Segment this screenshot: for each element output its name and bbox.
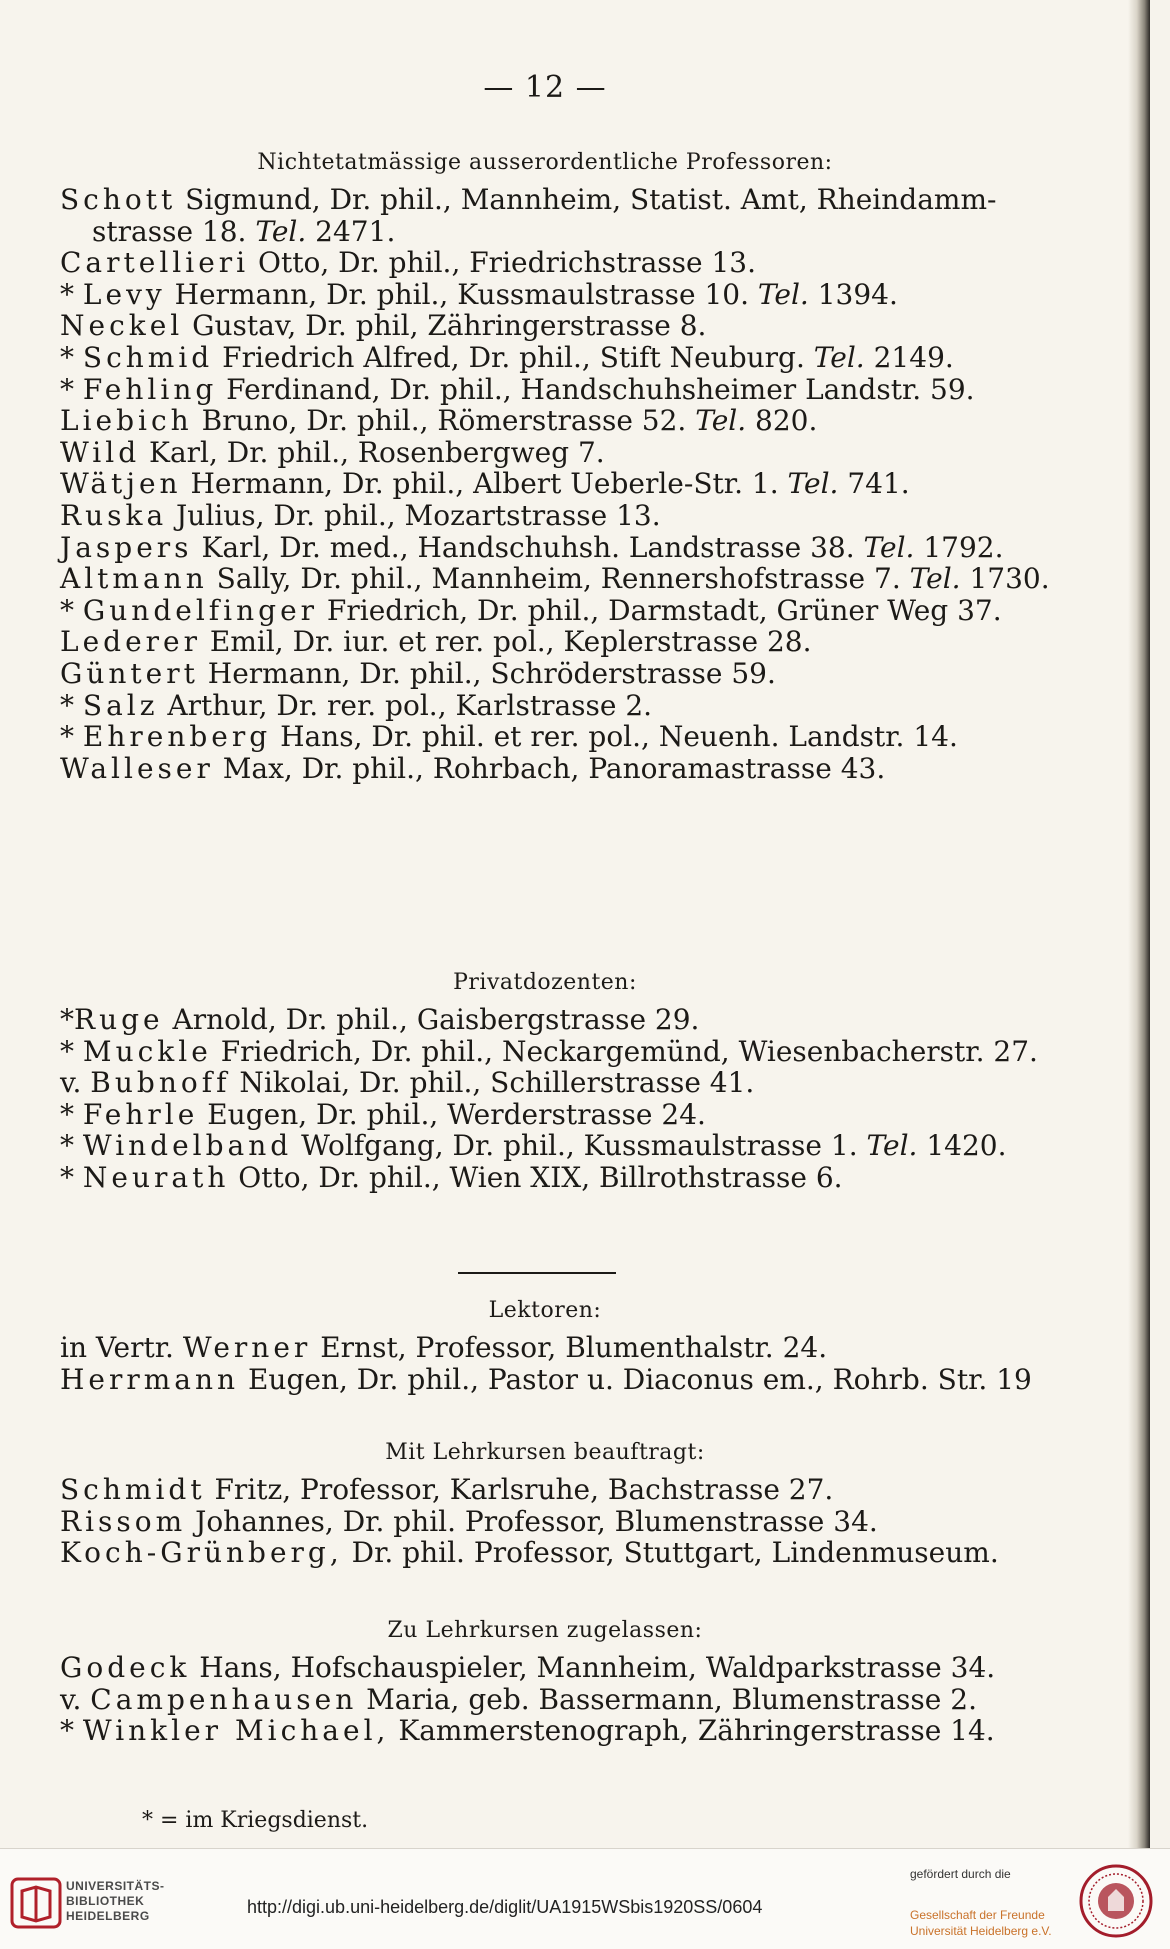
entry-tel-number: 1792. [914, 530, 1004, 564]
entry-name: Altmann [60, 562, 208, 596]
list-item [60, 624, 1050, 660]
entry-prefix: * [60, 1129, 83, 1163]
entry-prefix: * [60, 720, 83, 754]
entry-details: Karl, Dr. phil., Rosenbergweg 7. [140, 435, 605, 469]
entry-tel-number: 1730. [960, 562, 1050, 596]
entry-name: Wild [60, 435, 141, 469]
list-item [60, 498, 1050, 534]
footnote: * = im Kriegsdienst. [142, 1808, 369, 1833]
entry-details: Emil, Dr. iur. et rer. pol., Keplerstrasse 28. [201, 625, 812, 659]
entry-name: Schmid [82, 341, 214, 374]
list-item [60, 308, 1050, 344]
entry-details: Friedrich, Dr. phil., Darmstadt, Grüner Weg 37. [318, 593, 1002, 627]
entry-name: Koch-Grünberg, [60, 1536, 343, 1570]
entry-name: Godeck [60, 1651, 191, 1684]
list-item [60, 1160, 1050, 1196]
list-item [60, 435, 1050, 471]
permalink-url[interactable]: http://digi.ub.uni-heidelberg.de/diglit/UA1915WSbis1920SS/0604 [247, 1897, 763, 1917]
entry-tel-number: 1420. [917, 1129, 1007, 1163]
entry-name: Fehling [82, 372, 218, 406]
entry-prefix: * [60, 688, 83, 722]
entry-details: Eugen, Dr. phil., Pastor u. Diaconus em., Rohrb. Str. 19 [239, 1362, 1032, 1396]
entry-name: Ruge [74, 1003, 164, 1036]
entry-details: Wolfgang, Dr. phil., Kussmaulstrasse 1. [292, 1129, 867, 1163]
entry-tel-number: 2149. [864, 341, 954, 374]
entry-name: Fehrle [82, 1097, 199, 1131]
list-item [60, 1504, 1050, 1540]
library-name-line: UNIVERSITÄTS- [66, 1879, 165, 1893]
entry-name: Liebich [60, 404, 193, 438]
entry-tel-label: Tel. [813, 341, 865, 374]
list-item [60, 1682, 1050, 1718]
list-item [60, 1034, 1050, 1070]
entry-name: Winkler Michael, [82, 1714, 390, 1748]
entry-name: Cartellieri [60, 246, 250, 280]
entry-name: Neckel [60, 309, 184, 343]
sponsor-label: gefördert durch die [910, 1867, 1011, 1881]
entry-details: Hermann, Dr. phil., Albert Ueberle-Str. 1. [181, 467, 788, 501]
entry-name: Rissom [60, 1504, 187, 1538]
entry-tel-number: 820. [746, 404, 818, 438]
entry-details: Hans, Hofschauspieler, Mannheim, Waldparkstrasse 34. [190, 1651, 996, 1684]
entry-details: Max, Dr. phil., Rohrbach, Panoramastrasse 43. [213, 751, 886, 785]
list-item [60, 340, 1050, 376]
entry-tel-number: 741. [838, 467, 910, 501]
list-item [60, 656, 1050, 692]
university-library-logo-icon[interactable] [10, 1877, 62, 1929]
list-item [60, 1128, 1050, 1164]
university-seal-icon [1078, 1863, 1154, 1939]
list-item [60, 1535, 1050, 1571]
list-item [60, 561, 1050, 597]
section-divider [458, 1272, 616, 1274]
entry-details: Kammerstenograph, Zähringerstrasse 14. [389, 1714, 995, 1748]
entry-prefix: * [60, 277, 83, 311]
entry-tel-label: Tel. [863, 530, 915, 564]
entry-details: Julius, Dr. phil., Mozartstrasse 13. [167, 499, 661, 532]
entry-prefix: * [60, 1714, 83, 1748]
entry-details: Maria, geb. Bassermann, Blumenstrasse 2. [357, 1682, 977, 1716]
list-item [92, 214, 1082, 250]
entry-name: Salz [82, 688, 159, 722]
library-name [66, 1879, 165, 1924]
page-edge-shadow [1128, 0, 1150, 1848]
entry-prefix: * [60, 1097, 83, 1131]
list-item [60, 466, 1050, 502]
entry-tel-label: Tel. [255, 214, 307, 248]
list-item [60, 1472, 1050, 1508]
entry-tel-label: Tel. [787, 467, 839, 501]
list-item [60, 530, 1050, 566]
entry-name: Bubnoff [90, 1066, 231, 1100]
entry-name: Ruska [60, 499, 168, 532]
entry-details: Bruno, Dr. phil., Römerstrasse 52. [192, 404, 696, 438]
entry-name: Schmidt [60, 1473, 206, 1506]
entry-prefix: * [60, 1003, 74, 1036]
entry-name: Windelband [82, 1129, 293, 1163]
heading-privatdozenten: Privatdozenten: [453, 970, 637, 995]
entry-prefix: * [60, 1161, 83, 1194]
entry-tel-number: 2471. [306, 214, 396, 248]
entry-details: Fritz, Professor, Karlsruhe, Bachstrasse 27. [205, 1473, 834, 1506]
entry-name: Muckle [82, 1034, 212, 1068]
entry-details: Arnold, Dr. phil., Gaisbergstrasse 29. [163, 1003, 700, 1036]
entry-details: Sigmund, Dr. phil., Mannheim, Statist. Amt, Rheindamm- [176, 183, 997, 216]
entry-name: Jaspers [60, 530, 193, 564]
page-number: — 12 — [483, 70, 607, 105]
list-item [60, 1065, 1050, 1101]
heading-zugelassen: Zu Lehrkursen zugelassen: [387, 1618, 703, 1643]
list-item [60, 1362, 1050, 1398]
entry-name: Lederer [60, 625, 201, 659]
list-item [60, 593, 1050, 629]
entry-details: Arthur, Dr. rer. pol., Karlstrasse 2. [158, 688, 653, 722]
entry-text: strasse 18. [92, 214, 256, 248]
entry-prefix: in Vertr. [60, 1331, 183, 1364]
entry-tel-number: 1394. [808, 277, 898, 311]
entry-tel-label: Tel. [909, 562, 961, 596]
entry-details: Otto, Dr. phil., Friedrichstrasse 13. [249, 246, 757, 280]
entry-details: Hermann, Dr. phil., Schröderstrasse 59. [198, 657, 776, 690]
entry-name: Ehrenberg [82, 720, 272, 754]
entry-name: Campenhausen [90, 1682, 358, 1716]
list-item [60, 182, 1050, 218]
entry-details: Sally, Dr. phil., Mannheim, Rennershofstrasse 7. [207, 562, 910, 596]
entry-details: Johannes, Dr. phil. Professor, Blumenstrasse 34. [186, 1504, 878, 1538]
entry-prefix: v. [60, 1682, 91, 1716]
entry-prefix: * [60, 1034, 83, 1068]
entry-tel-label: Tel. [757, 277, 809, 311]
list-item [60, 751, 1050, 787]
entry-name: Schott [60, 183, 177, 216]
sponsor-line: Universität Heidelberg e.V. [910, 1924, 1052, 1938]
list-item [60, 688, 1050, 724]
entry-details: Gustav, Dr. phil, Zähringerstrasse 8. [183, 309, 707, 343]
heading-lektoren: Lektoren: [488, 1298, 602, 1323]
list-item [60, 719, 1050, 755]
entry-details: Friedrich Alfred, Dr. phil., Stift Neuburg. [213, 341, 814, 374]
list-item [60, 1330, 1050, 1366]
list-item [60, 245, 1050, 281]
list-item [60, 372, 1050, 408]
digitization-footer [0, 1848, 1170, 1949]
library-name-line: BIBLIOTHEK [66, 1894, 145, 1908]
entry-details: Ferdinand, Dr. phil., Handschuhsheimer Landstr. 59. [217, 372, 975, 406]
list-item [60, 277, 1050, 313]
entry-name: Güntert [60, 657, 199, 690]
entry-prefix: v. [60, 1066, 91, 1100]
entry-name: Levy [82, 277, 166, 311]
heading-lehrkurse: Mit Lehrkursen beauftragt: [385, 1440, 705, 1465]
entry-prefix: * [60, 372, 83, 406]
list-item [60, 403, 1050, 439]
entry-tel-label: Tel. [695, 404, 747, 438]
entry-name: Wätjen [60, 467, 182, 501]
entry-details: Friedrich, Dr. phil., Neckargemünd, Wiesenbacherstr. 27. [211, 1034, 1038, 1068]
heading-professors: Nichtetatmässige ausserordentliche Professoren: [257, 150, 833, 175]
sponsor-line: Gesellschaft der Freunde [910, 1908, 1045, 1922]
entry-details: Dr. phil. Professor, Stuttgart, Lindenmuseum. [342, 1536, 999, 1570]
entry-details: Hans, Dr. phil. et rer. pol., Neuenh. Landstr. 14. [271, 720, 958, 754]
entry-details: Ernst, Professor, Blumenthalstr. 24. [311, 1331, 828, 1364]
entry-tel-label: Tel. [866, 1129, 918, 1163]
entry-prefix: * [60, 593, 83, 627]
list-item [60, 1002, 1050, 1038]
entry-name: Herrmann [60, 1362, 240, 1396]
entry-name: Walleser [60, 751, 214, 785]
entry-details: Nikolai, Dr. phil., Schillerstrasse 41. [230, 1066, 755, 1100]
entry-name: Gundelfinger [82, 593, 319, 627]
entry-name: Werner [182, 1331, 312, 1364]
list-item [60, 1650, 1050, 1686]
entry-details: Otto, Dr. phil., Wien XIX, Billrothstrasse 6. [229, 1161, 843, 1194]
list-item [60, 1713, 1050, 1749]
entry-details: Eugen, Dr. phil., Werderstrasse 24. [198, 1097, 706, 1131]
list-item [60, 1097, 1050, 1133]
sponsor-name[interactable] [910, 1907, 1052, 1939]
library-name-line: HEIDELBERG [66, 1909, 150, 1923]
entry-details: Hermann, Dr. phil., Kussmaulstrasse 10. [165, 277, 758, 311]
entry-name: Neurath [82, 1161, 230, 1194]
entry-prefix: * [60, 341, 83, 374]
entry-details: Karl, Dr. med., Handschuhsh. Landstrasse 38. [192, 530, 864, 564]
